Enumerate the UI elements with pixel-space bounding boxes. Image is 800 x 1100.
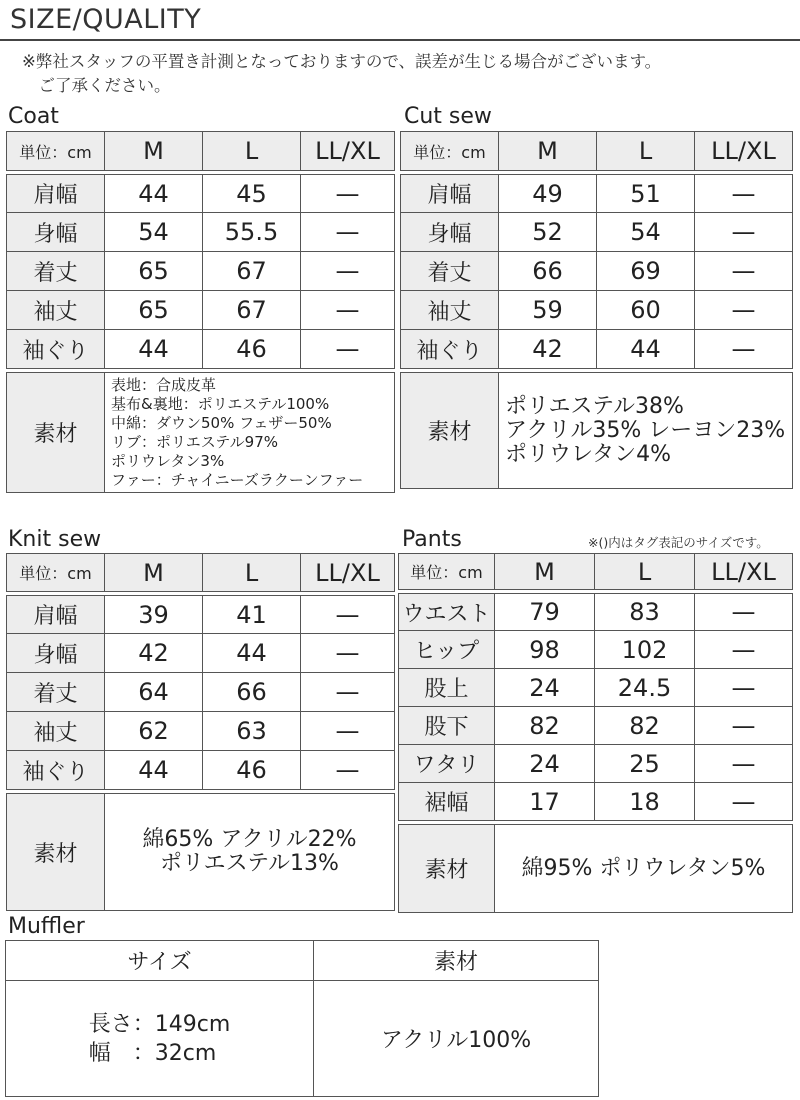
row-label: ヒップ — [399, 631, 495, 669]
cell-value: 42 — [499, 330, 597, 369]
knitsew-size-table — [6, 553, 395, 911]
cutsew-section-title: Cut sew — [404, 104, 492, 129]
row-label: 袖丈 — [401, 291, 499, 330]
row-label: 裾幅 — [399, 783, 495, 821]
material-label: 素材 — [401, 373, 499, 489]
cell-value: 102 — [595, 631, 695, 669]
row-label: 肩幅 — [7, 596, 105, 634]
row-label: 肩幅 — [401, 175, 499, 213]
size-header-m: M — [105, 554, 203, 592]
size-header-m: M — [105, 132, 203, 171]
cell-value: 65 — [105, 291, 203, 330]
cell-value: — — [695, 330, 793, 369]
cell-value: — — [695, 783, 793, 821]
cell-value: 18 — [595, 783, 695, 821]
measurement-note: ※弊社スタッフの平置き計測となっておりますので、誤差が生じる場合がございます。 ご了承ください。 — [22, 52, 662, 95]
cell-value: — — [301, 252, 395, 291]
muffler-section-title: Muffler — [8, 914, 85, 939]
muffler-size-text: 長さ：149cm 幅 ：32cm — [88, 1011, 231, 1066]
row-label: 袖丈 — [7, 712, 105, 751]
cell-value: 98 — [495, 631, 595, 669]
cell-value: 24 — [495, 745, 595, 783]
cell-value: — — [301, 751, 395, 790]
cell-value: 65 — [105, 252, 203, 291]
cell-value: — — [301, 330, 395, 369]
size-header-l: L — [203, 554, 301, 592]
cell-value: 67 — [203, 291, 301, 330]
cell-value: — — [695, 594, 793, 631]
cell-value: 44 — [105, 751, 203, 790]
row-label: 股下 — [399, 707, 495, 745]
material-text: 綿65% アクリル22% ポリエステル13% — [105, 794, 395, 911]
cell-value: 52 — [499, 213, 597, 252]
pants-tag-note: ※()内はタグ表記のサイズです。 — [588, 535, 769, 550]
cell-value: — — [695, 631, 793, 669]
cell-value: — — [695, 291, 793, 330]
size-header-l: L — [595, 554, 695, 590]
cell-value: — — [695, 252, 793, 291]
row-label: 股上 — [399, 669, 495, 707]
cell-value: 66 — [203, 673, 301, 712]
cell-value: 79 — [495, 594, 595, 631]
cell-value: 60 — [597, 291, 695, 330]
row-label: 着丈 — [7, 673, 105, 712]
unit-label: 単位：cm — [7, 132, 105, 171]
material-text: 綿95% ポリウレタン5% — [495, 825, 793, 913]
row-label: 着丈 — [7, 252, 105, 291]
cell-value: — — [301, 213, 395, 252]
material-text: 表地：合成皮革 基布&裏地：ポリエステル100% 中綿：ダウン50% フェザー50% リブ：ポリエステル97% ポリウレタン3% ファー：チャイニーズラクーンファー — [105, 373, 395, 493]
cell-value: 17 — [495, 783, 595, 821]
cutsew-size-table — [400, 131, 793, 489]
cell-value: 46 — [203, 330, 301, 369]
cell-value: — — [695, 213, 793, 252]
cell-value: — — [301, 291, 395, 330]
cell-value: 83 — [595, 594, 695, 631]
cell-value: 54 — [597, 213, 695, 252]
cell-value: 59 — [499, 291, 597, 330]
coat-section-title: Coat — [8, 104, 59, 129]
cell-value: — — [695, 745, 793, 783]
cell-value: — — [695, 669, 793, 707]
title-divider — [0, 39, 800, 41]
row-label: ウエスト — [399, 594, 495, 631]
cell-value: 54 — [105, 213, 203, 252]
size-header-llxl: LL/XL — [695, 132, 793, 171]
size-header-llxl: LL/XL — [301, 132, 395, 171]
cell-value: 44 — [105, 330, 203, 369]
unit-label: 単位：cm — [401, 132, 499, 171]
cell-value: 39 — [105, 596, 203, 634]
cell-value: 25 — [595, 745, 695, 783]
cell-value: — — [695, 175, 793, 213]
row-label: ワタリ — [399, 745, 495, 783]
row-label: 身幅 — [7, 634, 105, 673]
cell-value: 55.5 — [203, 213, 301, 252]
cell-value: — — [301, 673, 395, 712]
muffler-table — [5, 940, 599, 1097]
size-header-llxl: LL/XL — [695, 554, 793, 590]
cell-value: — — [301, 634, 395, 673]
muffler-size-header: サイズ — [6, 941, 314, 981]
cell-value: — — [695, 707, 793, 745]
page-title: SIZE/QUALITY — [10, 4, 202, 35]
material-label: 素材 — [399, 825, 495, 913]
size-header-m: M — [499, 132, 597, 171]
cell-value: 66 — [499, 252, 597, 291]
pants-size-table — [398, 553, 793, 913]
size-header-l: L — [203, 132, 301, 171]
muffler-material-header: 素材 — [314, 941, 599, 981]
unit-label: 単位：cm — [399, 554, 495, 590]
row-label: 肩幅 — [7, 175, 105, 213]
unit-label: 単位：cm — [7, 554, 105, 592]
material-label: 素材 — [7, 794, 105, 911]
row-label: 着丈 — [401, 252, 499, 291]
size-header-l: L — [597, 132, 695, 171]
cell-value: 49 — [499, 175, 597, 213]
cell-value: 44 — [105, 175, 203, 213]
row-label: 身幅 — [7, 213, 105, 252]
cell-value: 64 — [105, 673, 203, 712]
knitsew-section-title: Knit sew — [8, 527, 102, 552]
material-text: ポリエステル38% アクリル35% レーヨン23% ポリウレタン4% — [499, 373, 793, 489]
material-label: 素材 — [7, 373, 105, 493]
cell-value: 62 — [105, 712, 203, 751]
cell-value: 41 — [203, 596, 301, 634]
row-label: 身幅 — [401, 213, 499, 252]
cell-value: 24 — [495, 669, 595, 707]
cell-value: — — [301, 596, 395, 634]
size-header-llxl: LL/XL — [301, 554, 395, 592]
cell-value: 63 — [203, 712, 301, 751]
cell-value: 44 — [597, 330, 695, 369]
cell-value: 24.5 — [595, 669, 695, 707]
cell-value: 69 — [597, 252, 695, 291]
cell-value: — — [301, 712, 395, 751]
cell-value: — — [301, 175, 395, 213]
row-label: 袖ぐり — [7, 751, 105, 790]
pants-section-title: Pants — [402, 527, 462, 552]
row-label: 袖ぐり — [7, 330, 105, 369]
cell-value: 42 — [105, 634, 203, 673]
cell-value: 82 — [595, 707, 695, 745]
cell-value: 46 — [203, 751, 301, 790]
coat-size-table — [6, 131, 395, 493]
muffler-size-cell — [6, 981, 314, 1097]
row-label: 袖丈 — [7, 291, 105, 330]
cell-value: 45 — [203, 175, 301, 213]
size-header-m: M — [495, 554, 595, 590]
cell-value: 44 — [203, 634, 301, 673]
cell-value: 51 — [597, 175, 695, 213]
row-label: 袖ぐり — [401, 330, 499, 369]
cell-value: 82 — [495, 707, 595, 745]
muffler-material-text: アクリル100% — [314, 981, 599, 1097]
cell-value: 67 — [203, 252, 301, 291]
